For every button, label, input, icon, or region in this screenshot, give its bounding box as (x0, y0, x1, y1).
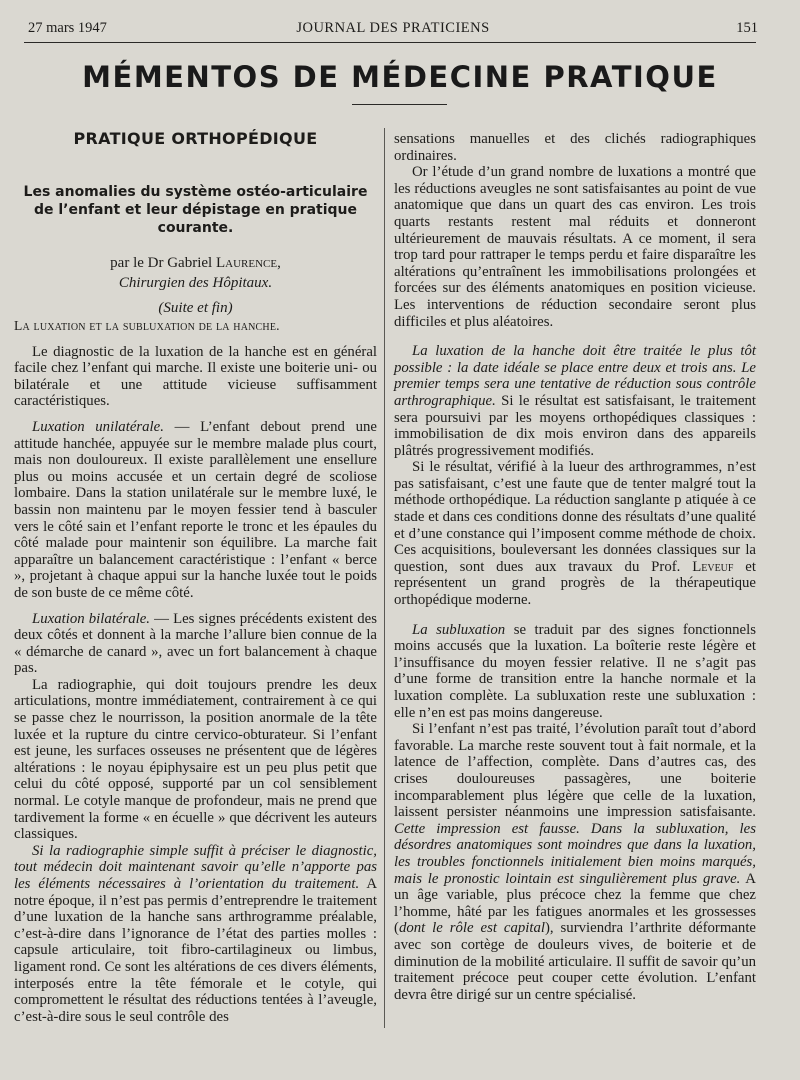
paragraph-text: A notre époque, il n’est pas permis d’entreprendre le traitement d’une luxation de la hanche sans arthrogramme préalable, c’est-à-dire dans l’ignorance de l’état des parties molles : capsule articulaire, toit fibro-cartilagineux ou limbus, ligament rond. Ce sont les altérations de ces divers éléments, interposés entre la tête fémorale et le cotyle, qui compromettent le résultat des réductions tentées à l’aveugle, c’est-à-dire sous le seul contrôle des (14, 876, 378, 1025)
byline (14, 253, 377, 318)
byline-author-line (14, 253, 377, 273)
running-header (28, 18, 758, 38)
header-page-number: 151 (736, 20, 758, 36)
continuation-note: (Suite et fin) (158, 300, 233, 316)
cited-name: Leveuf (692, 558, 734, 575)
left-column (14, 125, 377, 1025)
paragraph-italic: Cette impression est fausse. Dans la subluxation, les désordres anatomiques sont moindres que dans la luxation, les troubles fonctionnels initialement bien moins marqués, mais le pronostic lointain est singulièrement plus grave. (394, 820, 756, 887)
paragraph-lead: Luxation bilatérale. (32, 610, 150, 627)
paragraph-text: Si l’enfant n’est pas traité, l’évolution paraît tout d’abord favorable. La marche reste souvent tout à fait normale, et la latence de l’affection, complète. Dans d’autres cas, des crises douloureuses passagères, une boiterie incomparablement plus légère que celle de la luxation, laissent persister néanmoins une impression satisfaisante. (394, 721, 756, 821)
paragraph-lead: Luxation unilatérale. (32, 418, 164, 435)
paragraph-text: — L’enfant debout prend une attitude hanchée, appuyée sur le membre malade plus court, mais non douloureux. Il existe parallèlement une ensellure plus ou moins accusée et un certain degré de scoliose lombaire. Dans la station unilatérale sur le membre luxé, le bassin non maintenu par le moyen fessier tend à basculer vers le côté sain et l’enfant reporte le tronc et les épaules du côté malade pour maintenir son équilibre. La marche fait apparaître un balancement caractéristique : l’enfant « berce », projetant à chaque appui sur la hanche luxée tout le poids de son buste de ce même côté. (14, 418, 377, 601)
byline-prefix: par le Dr Gabriel (110, 255, 213, 271)
paragraph: Le diagnostic de la luxation de la hanche est en général facile chez l’enfant qui marche. Il existe une boiterie uni- ou bilatérale et une attitude vicieuse suffisamment caractéristiques. (14, 343, 377, 410)
paragraph (394, 721, 756, 1003)
paragraph (14, 419, 377, 602)
subheading: La luxation et la subluxation de la hanche. (14, 318, 280, 333)
paragraph: Or l’étude d’un grand nombre de luxations a montré que les réductions aveugles ne sont satisfaisantes au point de vue anatomique que dans un quart des cas environ. Les trois quarts restants restent mal réduits et donneront ultérieurement de mauvais résultats. A ce moment, il sera trop tard pour rattraper le temps perdu et faire disparaître les altérations qu’entraînent les immobilisations prolongées et forcées sur des éléments anatomiques en position vicieuse. Les interventions de réduction secondaire seront plus difficiles et plus aléatoires. (394, 164, 756, 330)
paragraph-text: — Les signes précédents existent des deux côtés et donnent à la marche l’allure bien connue de la « démarche de canard », avec un fort balancement à chaque pas. (14, 610, 378, 677)
paragraph: La radiographie, qui doit toujours prendre les deux articulations, montre immédiatement, contrairement à ce qui se passe chez le nourrisson, la position anormale de la tête luxée et la rupture du cintre cervico-obturateur. Si l’enfant est jeune, les surfaces osseuses ne présentent que de légères altérations : le noyau épiphysaire est un peu plus petit que celui du côté opposé, supporté par un col sensiblement normal. Le cotyle manque de profondeur, mais ne prend que tardivement la forme « en écuelle » que décrivent les auteurs classiques. (14, 676, 377, 843)
author-name: Laurence, (215, 255, 281, 271)
paragraph (14, 611, 377, 677)
paragraph (14, 843, 377, 1026)
paragraph-italic: dont le rôle est capital (398, 920, 545, 937)
header-journal-name: JOURNAL DES PRATICIENS (296, 20, 490, 36)
paragraph-text: se traduit par des signes fonctionnels moins accusés que la luxation. La boîterie reste légère et l’insuffisance du moyen fessier relative. Il ne s’agit pas d’une forme de transition entre la hanche normale et la luxation complète. La subluxation reste une subluxation : elle n’en est pas moins dangereuse. (394, 621, 756, 721)
paragraph-lead: La subluxation (412, 621, 506, 638)
paragraph-text: Si le résultat est satisfaisant, le traitement sera poursuivi par les moyens orthopédiques classiques : immobilisation de dix mois environ dans des appareils plâtrés progressivement modifiés. (394, 392, 756, 459)
paragraph-text: Si le résultat, vérifié à la lueur des arthrogrammes, n’est pas satisfaisant, c’est une faute que de tenter malgré tout la méthode orthopédique. La réduction sanglante p atiquée à ce stade et dans ces conditions donne des résultats d’une qualité et d’une constance qui l’imposent comme méthode de choix. Ces acquisitions, bouleversant les données classiques sur la question, sont dues aux travaux du Prof. (394, 459, 756, 575)
paragraph (394, 343, 756, 459)
paragraph-text: A un âge variable, plus précoce chez la femme que chez l’homme, hâté par les fatigues anormales et les grossesses ( (394, 870, 756, 937)
main-title: MÉMENTOS DE MÉDECINE PRATIQUE (82, 60, 718, 94)
header-date: 27 mars 1947 (28, 20, 107, 36)
section-title: PRATIQUE ORTHOPÉDIQUE (73, 129, 318, 148)
paragraph (394, 622, 756, 722)
paragraph-italic: La luxation de la hanche doit être traitée le plus tôt possible : la date idéale se place entre deux et trois ans. Le premier temps sera une tentative de réduction sous contrôle arthrographique. (394, 343, 756, 409)
paragraph: sensations manuelles et des clichés radiographiques ordinaires. (394, 131, 756, 164)
column-divider (384, 128, 385, 1028)
author-role: Chirurgien des Hôpitaux. (118, 275, 273, 291)
paragraph (394, 459, 756, 608)
title-underline (352, 104, 447, 105)
paragraph-italic: Si la radiographie simple suffit à préciser le diagnostic, tout médecin doit maintenant savoir qu’elle n’apporte pas les éléments nécessaires à l’orientation du traitement. (14, 842, 377, 892)
right-column (394, 131, 756, 1003)
header-rule (24, 42, 756, 43)
paragraph-text: et représentent un grand progrès de la thérapeutique orthopédique moderne. (394, 558, 756, 609)
article-title: Les anomalies du système ostéo-articulaire de l’enfant et leur dépistage en pratique courante. (23, 184, 368, 236)
paragraph-text: ), surviendra l’arthrite déformante avec son cortège de douleurs vives, de boiterie et de diminution de la mobilité articulaire. Il suffit de savoir qu’un traitement précoce peut couper cette évolution. L’enfant devra être dirigé sur un centre spécialisé. (394, 920, 756, 1003)
